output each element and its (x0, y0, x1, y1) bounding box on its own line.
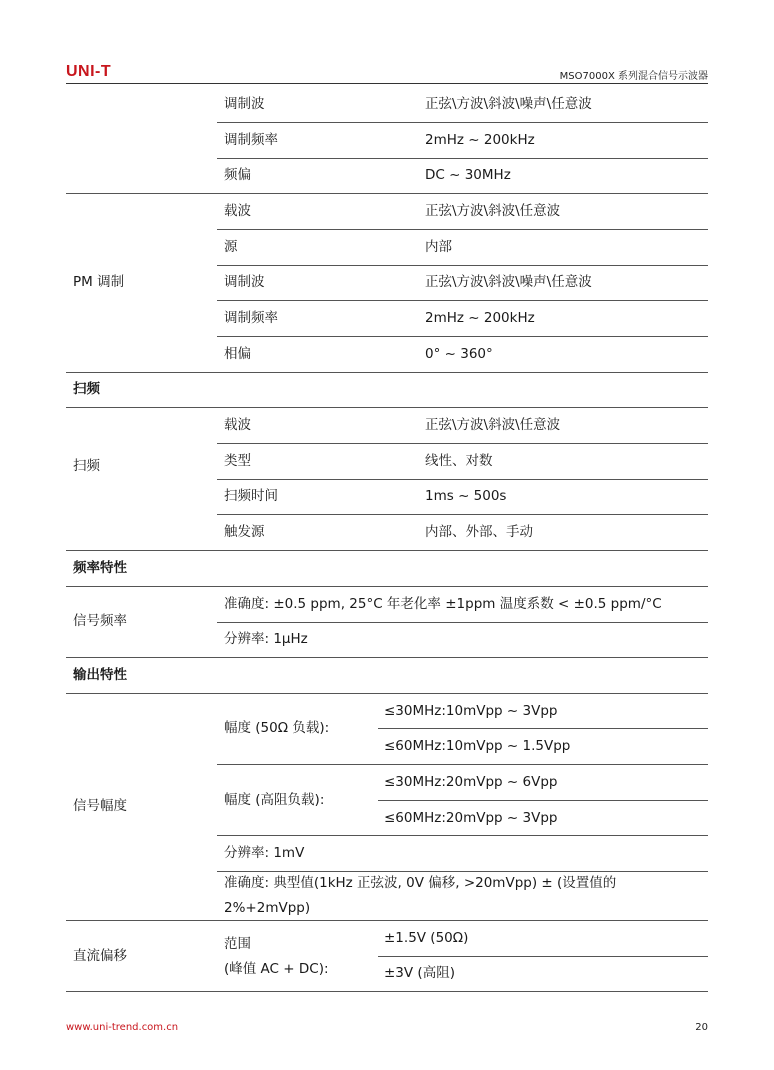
pm-phase-dev-name: 相偏 (224, 346, 251, 362)
row-divider (378, 800, 708, 801)
dc-range-line-1: 范围 (224, 936, 251, 952)
row-divider (217, 871, 708, 872)
group-divider (66, 193, 708, 194)
sweep-carrier-value: 正弦\方波\斜波\任意波 (425, 417, 561, 433)
amp-accuracy-line-2: 2%+2mVpp) (224, 900, 311, 916)
fm-mod-wave-name: 调制波 (224, 96, 265, 112)
row-divider (217, 336, 708, 337)
freq-section-title: 频率特性 (73, 560, 127, 576)
amplitude-group-label: 信号幅度 (73, 798, 127, 814)
group-divider (66, 920, 708, 921)
fm-deviation-value: DC ~ 30MHz (425, 167, 511, 183)
sweep-trigger-value: 内部、外部、手动 (425, 524, 533, 540)
amp-50ohm-value-2: ≤60MHz:10mVpp ~ 1.5Vpp (384, 738, 571, 754)
sweep-type-value: 线性、对数 (425, 453, 493, 469)
output-section-title: 输出特性 (73, 667, 127, 683)
section-divider (66, 586, 708, 587)
amp-highz-value-1: ≤30MHz:20mVpp ~ 6Vpp (384, 774, 558, 790)
group-divider (66, 550, 708, 551)
dc-range-line-2: (峰值 AC + DC): (224, 961, 329, 977)
row-divider (217, 229, 708, 230)
row-divider (217, 122, 708, 123)
row-divider (217, 514, 708, 515)
sweep-group-label: 扫频 (73, 458, 100, 474)
dc-offset-label: 直流偏移 (73, 948, 127, 964)
document-title: MSO7000X 系列混合信号示波器 (559, 71, 708, 82)
pm-carrier-name: 载波 (224, 203, 251, 219)
fm-mod-freq-value: 2mHz ~ 200kHz (425, 132, 535, 148)
row-divider (217, 265, 708, 266)
amp-50ohm-value-1: ≤30MHz:10mVpp ~ 3Vpp (384, 703, 558, 719)
section-divider (66, 407, 708, 408)
row-divider (217, 158, 708, 159)
footer-url-link[interactable]: www.uni-trend.com.cn (66, 1022, 179, 1033)
row-divider (217, 622, 708, 623)
fm-mod-wave-value: 正弦\方波\斜波\噪声\任意波 (425, 96, 592, 112)
sweep-time-name: 扫频时间 (224, 488, 278, 504)
dc-value-highz: ±3V (高阻) (384, 965, 455, 981)
pm-mod-freq-value: 2mHz ~ 200kHz (425, 310, 535, 326)
pm-mod-wave-value: 正弦\方波\斜波\噪声\任意波 (425, 274, 592, 290)
row-divider (217, 479, 708, 480)
signal-freq-label: 信号频率 (73, 613, 127, 629)
row-divider (217, 443, 708, 444)
table-bottom-rule (66, 991, 708, 992)
sweep-carrier-name: 载波 (224, 417, 251, 433)
row-divider (217, 300, 708, 301)
pm-source-name: 源 (224, 239, 238, 255)
fm-mod-freq-name: 调制频率 (224, 132, 278, 148)
amp-50ohm-label: 幅度 (50Ω 负载): (224, 720, 330, 736)
pm-mod-freq-name: 调制频率 (224, 310, 278, 326)
fm-deviation-name: 频偏 (224, 167, 251, 183)
amp-accuracy-line-1: 准确度: 典型值(1kHz 正弦波, 0V 偏移, >20mVpp) ± (设置值的 (224, 875, 617, 891)
row-divider (378, 728, 708, 729)
row-divider (217, 835, 708, 836)
sweep-time-value: 1ms ~ 500s (425, 488, 507, 504)
page-number: 20 (695, 1022, 708, 1033)
pm-carrier-value: 正弦\方波\斜波\任意波 (425, 203, 561, 219)
freq-resolution: 分辨率: 1μHz (224, 631, 308, 647)
sweep-type-name: 类型 (224, 453, 251, 469)
header-divider (66, 83, 708, 84)
amp-highz-label: 幅度 (高阻负载): (224, 792, 325, 808)
section-divider (66, 693, 708, 694)
dc-value-50ohm: ±1.5V (50Ω) (384, 930, 469, 946)
pm-mod-wave-name: 调制波 (224, 274, 265, 290)
sweep-section-title: 扫频 (73, 381, 100, 397)
brand-logo: UNI-T (66, 63, 112, 80)
freq-accuracy: 准确度: ±0.5 ppm, 25°C 年老化率 ±1ppm 温度系数 < ±0.5 ppm/°C (224, 596, 662, 612)
amp-highz-value-2: ≤60MHz:20mVpp ~ 3Vpp (384, 810, 558, 826)
pm-phase-dev-value: 0° ~ 360° (425, 346, 493, 362)
group-divider (66, 372, 708, 373)
sweep-trigger-name: 触发源 (224, 524, 265, 540)
row-divider (378, 956, 708, 957)
pm-group-label: PM 调制 (73, 274, 125, 290)
amp-resolution: 分辨率: 1mV (224, 845, 305, 861)
group-divider (66, 657, 708, 658)
row-divider (217, 764, 708, 765)
pm-source-value: 内部 (425, 239, 452, 255)
